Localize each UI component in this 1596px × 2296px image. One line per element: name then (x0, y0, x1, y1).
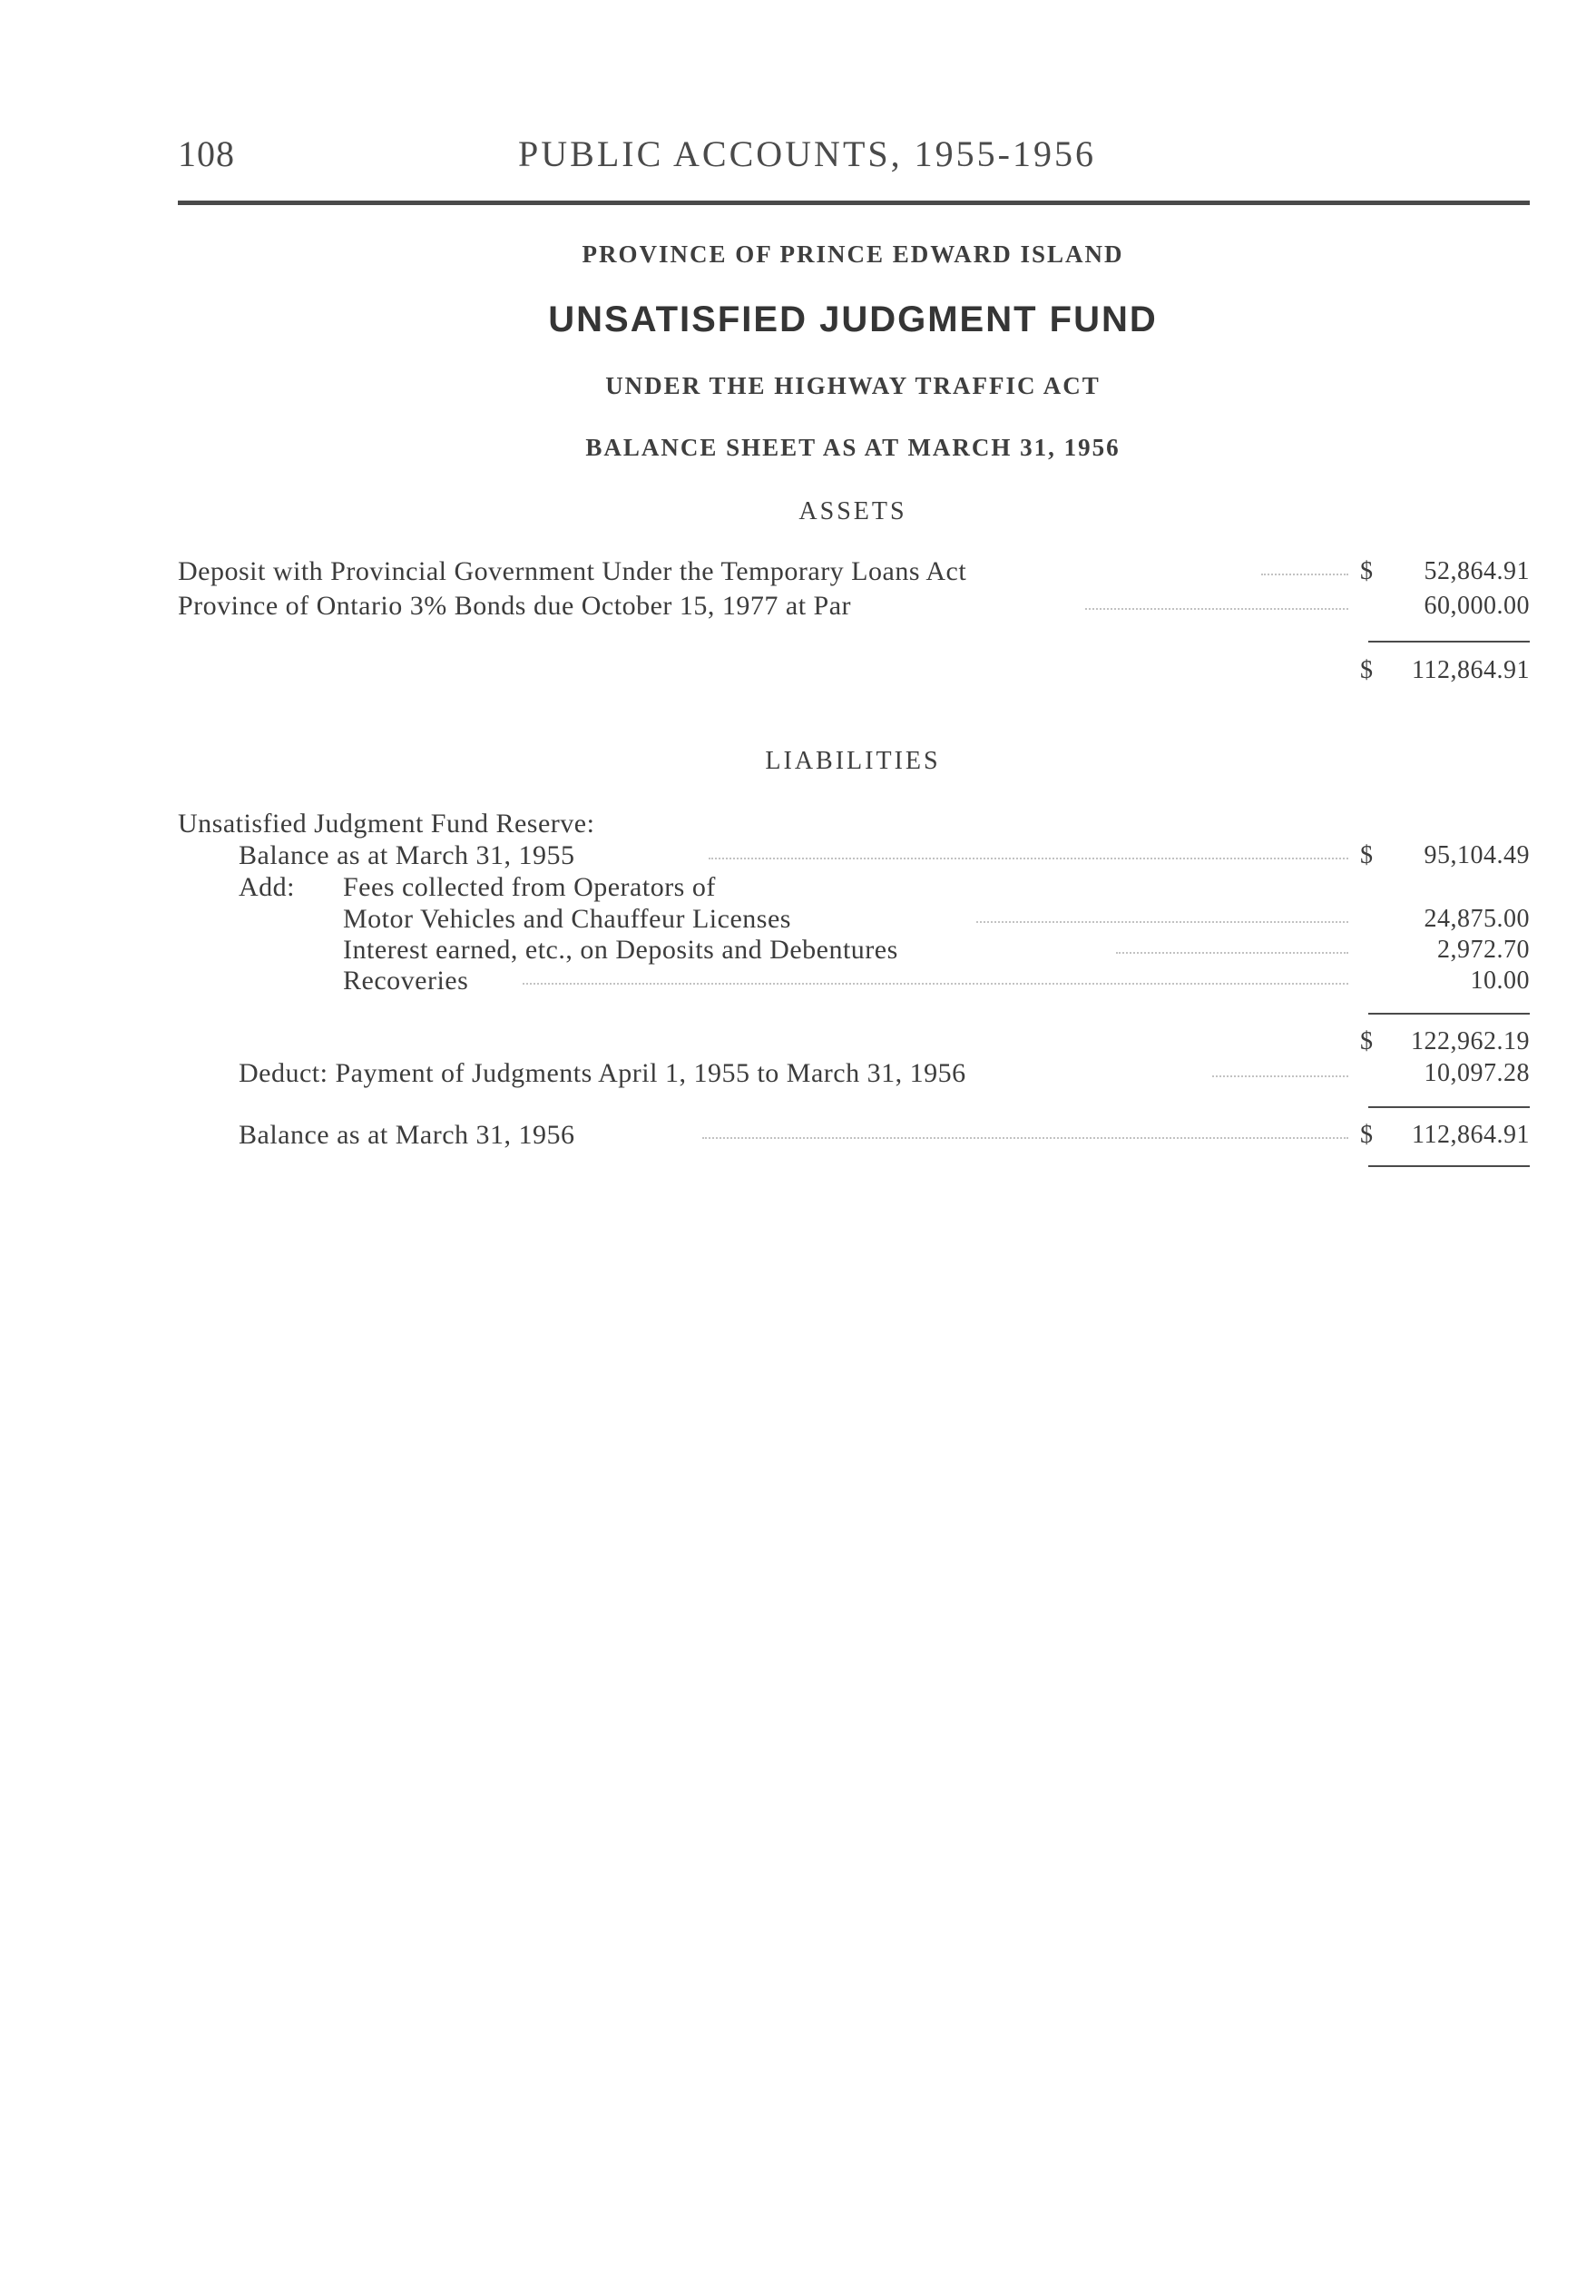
asset-row-deposit (178, 555, 1530, 588)
page-header (178, 132, 1530, 180)
add-recoveries-row (178, 965, 1530, 997)
opening-balance-amount: 95,104.49 (1424, 841, 1530, 869)
asset-label: Province of Ontario 3% Bonds due October 15, 1977 at Par (178, 591, 852, 621)
running-title: PUBLIC ACCOUNTS, 1955-1956 (518, 133, 1096, 174)
dot-leader (702, 1137, 1348, 1139)
page-number: 108 (178, 133, 235, 174)
opening-balance-row (178, 839, 1530, 872)
add-item-label: Recoveries (343, 966, 469, 996)
reserve-label: Unsatisfied Judgment Fund Reserve: (178, 809, 595, 839)
add-item-label: Interest earned, etc., on Deposits and Debentures (343, 935, 898, 965)
asset-row-bonds (178, 590, 1530, 623)
assets-total-amount: 112,864.91 (1412, 656, 1530, 684)
add-motor-vehicles-row (178, 903, 1530, 936)
add-fees-row (178, 871, 1530, 904)
add-item-amount: 24,875.00 (1424, 905, 1530, 933)
dot-leader (1085, 608, 1348, 610)
dot-leader (1212, 1075, 1348, 1077)
closing-rule (1368, 1106, 1530, 1108)
asset-label: Deposit with Provincial Government Under the Temporary Loans Act (178, 556, 967, 586)
subtotal-rule (1368, 1013, 1530, 1015)
add-interest-row (178, 934, 1530, 966)
fund-title: UNSATISFIED JUDGMENT FUND (548, 299, 1158, 339)
add-item-amount: 2,972.70 (1437, 936, 1530, 964)
closing-balance-amount: 112,864.91 (1412, 1121, 1530, 1149)
closing-balance-row (178, 1119, 1530, 1152)
add-label: Add: (239, 872, 295, 902)
deduct-amount: 10,097.28 (1424, 1059, 1530, 1087)
liabilities-heading: LIABILITIES (765, 747, 941, 775)
currency-sign: $ (1360, 557, 1373, 585)
province-title: PROVINCE OF PRINCE EDWARD ISLAND (582, 240, 1124, 268)
add-item-amount: 10.00 (1470, 966, 1530, 995)
dot-leader (523, 983, 1348, 985)
closing-balance-label: Balance as at March 31, 1956 (239, 1120, 575, 1150)
balance-sheet-title: BALANCE SHEET AS AT MARCH 31, 1956 (585, 434, 1121, 461)
dot-leader (1261, 574, 1348, 575)
final-rule (1368, 1165, 1530, 1167)
add-item-label: Fees collected from Operators of (343, 872, 716, 902)
dot-leader (976, 921, 1348, 923)
currency-sign: $ (1360, 841, 1373, 869)
asset-amount: 52,864.91 (1424, 557, 1530, 585)
subtotal-amount: 122,962.19 (1411, 1027, 1530, 1055)
deduct-label: Deduct: Payment of Judgments April 1, 1955 to March 31, 1956 (239, 1058, 966, 1088)
deduct-row (178, 1057, 1530, 1090)
assets-total-row (178, 654, 1530, 687)
dot-leader (1116, 952, 1348, 954)
currency-sign: $ (1360, 1121, 1373, 1149)
currency-sign: $ (1360, 1027, 1373, 1055)
header-rule (178, 201, 1530, 205)
dot-leader (709, 858, 1348, 859)
asset-amount: 60,000.00 (1424, 592, 1530, 620)
add-item-label: Motor Vehicles and Chauffeur Licenses (343, 904, 791, 934)
opening-balance-label: Balance as at March 31, 1955 (239, 840, 575, 870)
assets-heading: ASSETS (798, 497, 907, 525)
currency-sign: $ (1360, 656, 1373, 684)
act-subtitle: UNDER THE HIGHWAY TRAFFIC ACT (605, 372, 1101, 399)
total-rule (1368, 641, 1530, 643)
subtotal-row (178, 1025, 1530, 1058)
reserve-row (178, 808, 1530, 840)
